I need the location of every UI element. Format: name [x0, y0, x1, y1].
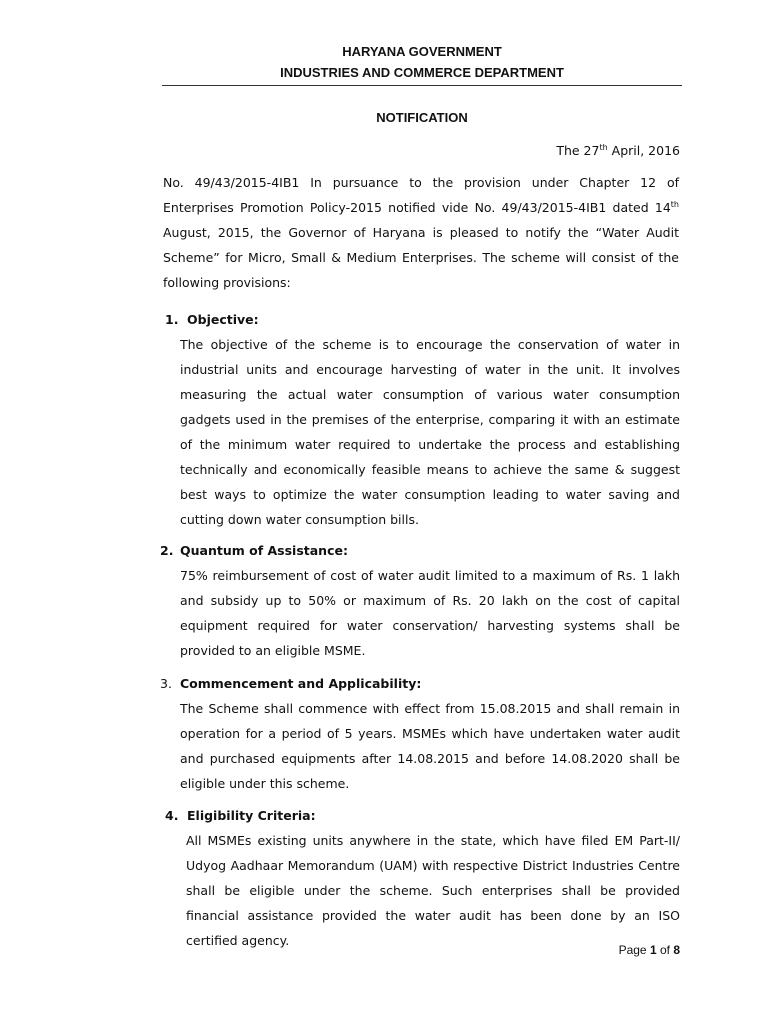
section-3-number: 3.	[160, 676, 172, 691]
section-2-body: 75% reimbursement of cost of water audit limited to a maximum of Rs. 1 lakh and subsidy up to 50% or maximum of Rs. 20 lakh on the cost of capital equipment required for water conservation/ harvesting systems shall be provided to an eligible MSME.	[180, 568, 680, 658]
section-2-title: Quantum of Assistance:	[180, 543, 348, 558]
date-pre: The 27	[556, 143, 600, 159]
notification-date	[556, 143, 680, 158]
date-post: April, 2016	[607, 143, 680, 159]
page-number	[619, 943, 680, 957]
page-label: Page	[618, 943, 650, 957]
intro-part2: August, 2015, the Governor of Haryana is pleased to notify the “Water Audit Scheme” for Micro, Small & Medium Enterprises. The scheme will consist of the following provisions:	[163, 225, 679, 290]
section-3-title: Commencement and Applicability:	[180, 676, 422, 691]
page-current: 1	[649, 943, 657, 957]
section-4-body: All MSMEs existing units anywhere in the state, which have filed EM Part-II/ Udyog Aadhaar Memorandum (UAM) with respective District Industries Centre shall be eligible under the scheme. Such enterprises shall be provided financial assistance provided the water audit has been done by an ISO certified agency.	[186, 833, 680, 948]
intro-part1: No. 49/43/2015-4IB1 In pursuance to the provision under Chapter 12 of Enterprises Promotion Policy-2015 notified vide No. 49/43/2015-4IB1 dated 14	[163, 175, 679, 215]
intro-sup: th	[670, 199, 679, 209]
section-3-body: The Scheme shall commence with effect from 15.08.2015 and shall remain in operation for a period of 5 years. MSMEs which have undertaken water audit and purchased equipments after 14.08.2015 and before 14.08.2020 shall be eligible under this scheme.	[180, 701, 680, 791]
notification-title: NOTIFICATION	[376, 110, 468, 125]
section-1-number: 1.	[165, 312, 179, 327]
header-rule	[162, 85, 682, 86]
page-of-label: of	[656, 943, 674, 957]
section-1-body: The objective of the scheme is to encourage the conservation of water in industrial units and encourage harvesting of water in the unit. It involves measuring the actual water consumption of various water consumption gadgets used in the premises of the enterprise, comparing it with an estimate of the minimum water required to undertake the process and establishing technically and economically feasible means to achieve the same & suggest best ways to optimize the water consumption leading to water saving and cutting down water consumption bills.	[180, 337, 680, 527]
section-4-number: 4.	[165, 808, 179, 823]
header-department: INDUSTRIES AND COMMERCE DEPARTMENT	[280, 65, 564, 80]
section-1-title: Objective:	[187, 312, 259, 327]
header-government: HARYANA GOVERNMENT	[342, 44, 502, 59]
section-4-title: Eligibility Criteria:	[187, 808, 316, 823]
date-sup: th	[599, 143, 608, 152]
section-2-number: 2.	[160, 543, 174, 558]
page-total: 8	[673, 943, 680, 957]
intro-paragraph	[163, 170, 679, 295]
